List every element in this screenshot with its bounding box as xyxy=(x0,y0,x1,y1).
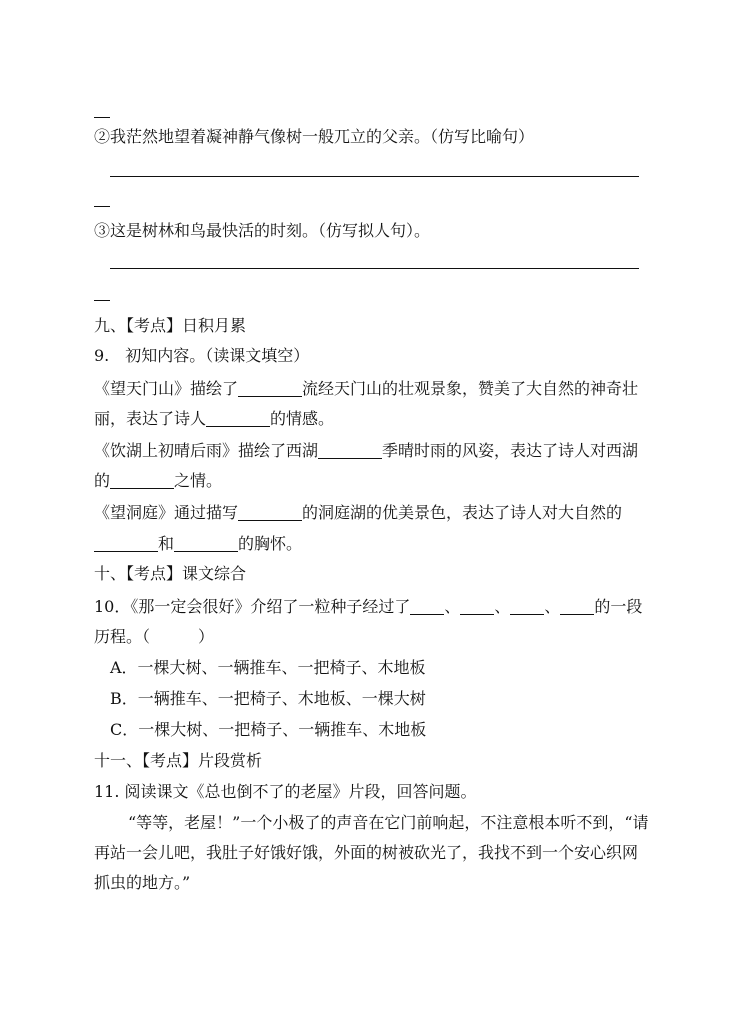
question-10-cont: 历程。（ ） xyxy=(94,627,215,646)
q9-text: 流经天门山的壮观景象，赞美了大自然的神奇壮 xyxy=(302,379,639,398)
q9-text: 《望天门山》描绘了 xyxy=(94,379,239,398)
passage-line-1: “等等，老屋！”一个小极了的声音在它门前响起，不注意根本听不到，“请 xyxy=(128,813,649,832)
fill-blank[interactable] xyxy=(238,504,302,521)
q9-line-2 xyxy=(94,408,334,430)
q9-text: 的胸怀。 xyxy=(238,534,303,553)
fill-blank[interactable] xyxy=(110,472,174,489)
q9-line-6 xyxy=(94,533,302,555)
q9-line-4 xyxy=(94,470,222,492)
q9-text: 之情。 xyxy=(174,471,223,490)
q9-text: 和 xyxy=(158,534,175,553)
q9-text: 的洞庭湖的优美景色，表达了诗人对大自然的 xyxy=(302,503,623,522)
q10-text: 10．《那一定会很好》介绍了一粒种子经过了 xyxy=(94,597,411,616)
passage-line-2: 再站一会儿吧，我肚子好饿好饿，外面的树被砍光了，我找不到一个安心织网 xyxy=(94,843,639,862)
passage-line-3: 抓虫的地方。” xyxy=(94,873,191,892)
fill-blank[interactable] xyxy=(460,598,494,615)
q9-line-1 xyxy=(94,378,638,400)
q8-sub2-sentence: ②我茫然地望着凝神静气像树一般兀立的父亲。（仿写比喻句） xyxy=(94,127,535,146)
question-10 xyxy=(94,596,642,618)
q9-text: 的情感。 xyxy=(270,409,335,428)
q10-text: 的一段 xyxy=(594,597,643,616)
q9-line-3 xyxy=(94,440,638,462)
fill-blank[interactable] xyxy=(206,410,270,427)
section-11-heading: 十一、【考点】片段赏析 xyxy=(94,751,263,770)
answer-line[interactable] xyxy=(110,176,639,177)
answer-line[interactable] xyxy=(110,268,639,269)
section-10-heading: 十、【考点】课文综合 xyxy=(94,564,247,583)
separator: 、 xyxy=(494,597,511,616)
separator: 、 xyxy=(444,597,461,616)
question-9: 9. 初知内容。（读课文填空） xyxy=(94,346,310,365)
fill-blank[interactable] xyxy=(174,535,238,552)
option-b[interactable]: B．一辆推车、一把椅子、木地板、一棵大树 xyxy=(110,689,426,708)
fill-blank[interactable] xyxy=(238,380,302,397)
fill-blank[interactable] xyxy=(94,535,158,552)
q9-text: 《望洞庭》通过描写 xyxy=(94,503,239,522)
section-9-heading: 九、【考点】日积月累 xyxy=(94,316,247,335)
answer-line-stub xyxy=(94,117,110,118)
fill-blank[interactable] xyxy=(410,598,444,615)
fill-blank[interactable] xyxy=(560,598,594,615)
q9-line-5 xyxy=(94,502,622,524)
q9-text: 丽，表达了诗人 xyxy=(94,409,207,428)
separator: 、 xyxy=(544,597,561,616)
q8-sub3-sentence: ③这是树林和鸟最快活的时刻。（仿写拟人句）。 xyxy=(94,221,431,240)
fill-blank[interactable] xyxy=(318,442,382,459)
q9-text: 的 xyxy=(94,471,111,490)
answer-line-stub xyxy=(94,300,110,301)
q9-text: 《饮湖上初晴后雨》描绘了西湖 xyxy=(94,441,319,460)
fill-blank[interactable] xyxy=(510,598,544,615)
answer-line-stub xyxy=(94,206,110,207)
option-c[interactable]: C．一棵大树、一把椅子、一辆推车、木地板 xyxy=(110,720,427,739)
option-a[interactable]: A．一棵大树、一辆推车、一把椅子、木地板 xyxy=(110,658,426,677)
q9-text: 季晴时雨的风姿，表达了诗人对西湖 xyxy=(382,441,639,460)
question-11: 11. 阅读课文《总也倒不了的老屋》片段，回答问题。 xyxy=(94,782,477,801)
